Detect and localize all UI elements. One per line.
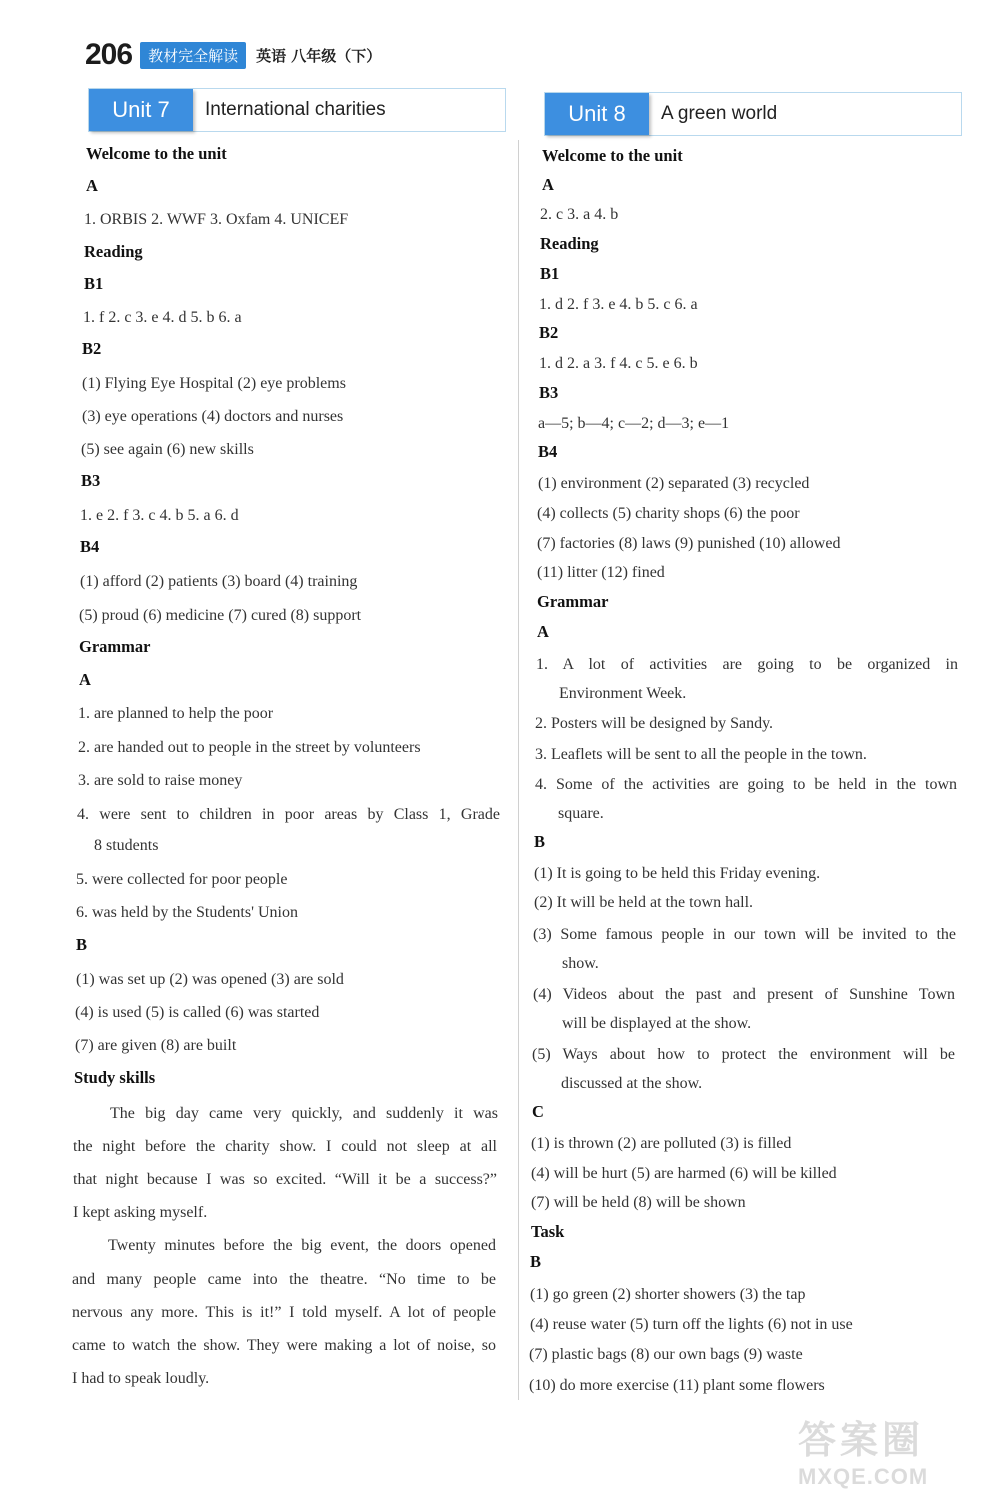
answer-line: 2. c 3. a 4. b	[540, 206, 619, 223]
answer-line: (5) Ways about how to protect the environment will be	[532, 1046, 955, 1063]
answer-line: Environment Week.	[559, 685, 687, 702]
answer-line: (3) eye operations (4) doctors and nurses	[82, 408, 344, 425]
unit7-tag: Unit 7	[89, 89, 193, 131]
subsection-heading: B3	[539, 383, 559, 402]
passage-line: The big day came very quickly, and suddenly it was	[110, 1105, 498, 1122]
passage-line: I had to speak loudly.	[72, 1370, 210, 1387]
answer-line: a—5; b—4; c—2; d—3; e—1	[538, 415, 730, 432]
answer-line: 5. were collected for poor people	[76, 871, 288, 888]
passage-line: the night before the charity show. I could not sleep at all	[73, 1138, 497, 1155]
subsection-heading: B	[76, 935, 88, 954]
answer-line: square.	[558, 805, 604, 822]
answer-line: 1. ORBIS 2. WWF 3. Oxfam 4. UNICEF	[84, 211, 349, 228]
subject-label: 英语 八年级（下）	[256, 46, 382, 65]
answer-line: 6. was held by the Students' Union	[76, 904, 298, 921]
subsection-heading: A	[86, 176, 98, 195]
subsection-heading: B2	[539, 323, 559, 342]
page-header	[85, 38, 381, 72]
section-heading: Task	[531, 1222, 565, 1241]
section-heading: Grammar	[79, 637, 151, 656]
answer-line: 1. are planned to help the poor	[78, 705, 274, 722]
passage-line: Twenty minutes before the big event, the doors opened	[108, 1237, 496, 1254]
section-heading: Grammar	[537, 592, 609, 611]
answer-line: (4) collects (5) charity shops (6) the poor	[537, 505, 800, 522]
page-number: 206	[85, 38, 133, 71]
subsection-heading: B4	[538, 442, 558, 461]
subsection-heading: B	[530, 1252, 542, 1271]
passage-line: that night because I was so excited. “Will it be a success?”	[73, 1171, 497, 1188]
answer-line: (4) will be hurt (5) are harmed (6) will be killed	[531, 1165, 837, 1182]
subsection-heading: A	[542, 175, 554, 194]
answer-line: will be displayed at the show.	[562, 1015, 752, 1032]
section-heading: Study skills	[74, 1068, 156, 1087]
answer-line: 4. Some of the activities are going to be held in the town	[535, 776, 957, 793]
answer-line: (1) is thrown (2) are polluted (3) is filled	[531, 1135, 792, 1152]
section-heading: Reading	[84, 242, 143, 261]
answer-line: (4) reuse water (5) turn off the lights (6) not in use	[530, 1316, 853, 1333]
answer-line: 3. Leaflets will be sent to all the people in the town.	[535, 746, 867, 763]
answer-line: 2. Posters will be designed by Sandy.	[535, 715, 774, 732]
passage-line: I kept asking myself.	[73, 1204, 208, 1221]
subsection-heading: B1	[84, 274, 104, 293]
answer-line: 1. d 2. a 3. f 4. c 5. e 6. b	[539, 355, 698, 372]
unit7-title-bar	[88, 88, 506, 132]
answer-line: (5) proud (6) medicine (7) cured (8) support	[79, 607, 362, 624]
answer-line: show.	[562, 955, 599, 972]
column-divider	[518, 140, 519, 1400]
subsection-heading: A	[79, 670, 91, 689]
subsection-heading: B1	[540, 264, 560, 283]
watermark-logo: 答案圈	[798, 1418, 925, 1462]
section-heading: Reading	[540, 234, 599, 253]
subsection-heading: B3	[81, 471, 101, 490]
answer-line: (1) afford (2) patients (3) board (4) training	[80, 573, 358, 590]
answer-line: (1) was set up (2) was opened (3) are sold	[76, 971, 344, 988]
unit7-title: International charities	[205, 99, 386, 120]
answer-line: (7) will be held (8) will be shown	[531, 1194, 746, 1211]
answer-line: 1. d 2. f 3. e 4. b 5. c 6. a	[539, 296, 698, 313]
answer-line: (10) do more exercise (11) plant some flowers	[529, 1377, 825, 1394]
answer-line: (7) plastic bags (8) our own bags (9) waste	[529, 1346, 803, 1363]
watermark	[798, 1409, 988, 1489]
answer-line: (11) litter (12) fined	[537, 564, 665, 581]
answer-line: 1. f 2. c 3. e 4. d 5. b 6. a	[83, 309, 242, 326]
answer-line: (1) Flying Eye Hospital (2) eye problems	[82, 375, 346, 392]
answer-line: (1) environment (2) separated (3) recycled	[538, 475, 810, 492]
subsection-heading: B2	[82, 339, 102, 358]
passage-line: came to watch the show. They were making a lot of noise, so	[72, 1337, 496, 1354]
section-heading: Welcome to the unit	[86, 144, 227, 163]
section-heading: Welcome to the unit	[542, 146, 683, 165]
answer-line: (2) It will be held at the town hall.	[534, 894, 754, 911]
answer-line: discussed at the show.	[561, 1075, 703, 1092]
unit8-tag: Unit 8	[545, 93, 649, 135]
subsection-heading: C	[532, 1102, 544, 1121]
passage-line: and many people came into the theatre. “No time to be	[72, 1271, 496, 1288]
answer-line: (5) see again (6) new skills	[81, 441, 254, 458]
subsection-heading: B4	[80, 537, 100, 556]
answer-line: (1) It is going to be held this Friday evening.	[534, 865, 821, 882]
unit8-title-bar	[544, 92, 962, 136]
answer-line: (4) Videos about the past and present of Sunshine Town	[533, 986, 955, 1003]
watermark-url: MXQE.COM	[798, 1464, 929, 1489]
answer-line: 1. e 2. f 3. c 4. b 5. a 6. d	[80, 507, 239, 524]
answer-line: 3. are sold to raise money	[78, 772, 243, 789]
answer-line: (7) factories (8) laws (9) punished (10) allowed	[537, 535, 841, 552]
answer-line: (4) is used (5) is called (6) was started	[75, 1004, 320, 1021]
unit8-title: A green world	[661, 103, 778, 124]
answer-line: 1. A lot of activities are going to be organized in	[536, 656, 958, 673]
brand-label: 教材完全解读	[140, 42, 246, 69]
answer-line: (3) Some famous people in our town will be invited to the	[533, 926, 956, 943]
answer-line: 4. were sent to children in poor areas by Class 1, Grade	[77, 806, 500, 823]
subsection-heading: A	[537, 622, 549, 641]
answer-line: 8 students	[94, 837, 159, 854]
answer-line: (7) are given (8) are built	[75, 1037, 237, 1054]
subsection-heading: B	[534, 832, 546, 851]
passage-line: nervous any more. This is it!” I told myself. A lot of people	[72, 1304, 496, 1321]
answer-line: 2. are handed out to people in the street by volunteers	[78, 739, 421, 756]
answer-line: (1) go green (2) shorter showers (3) the tap	[530, 1286, 806, 1303]
